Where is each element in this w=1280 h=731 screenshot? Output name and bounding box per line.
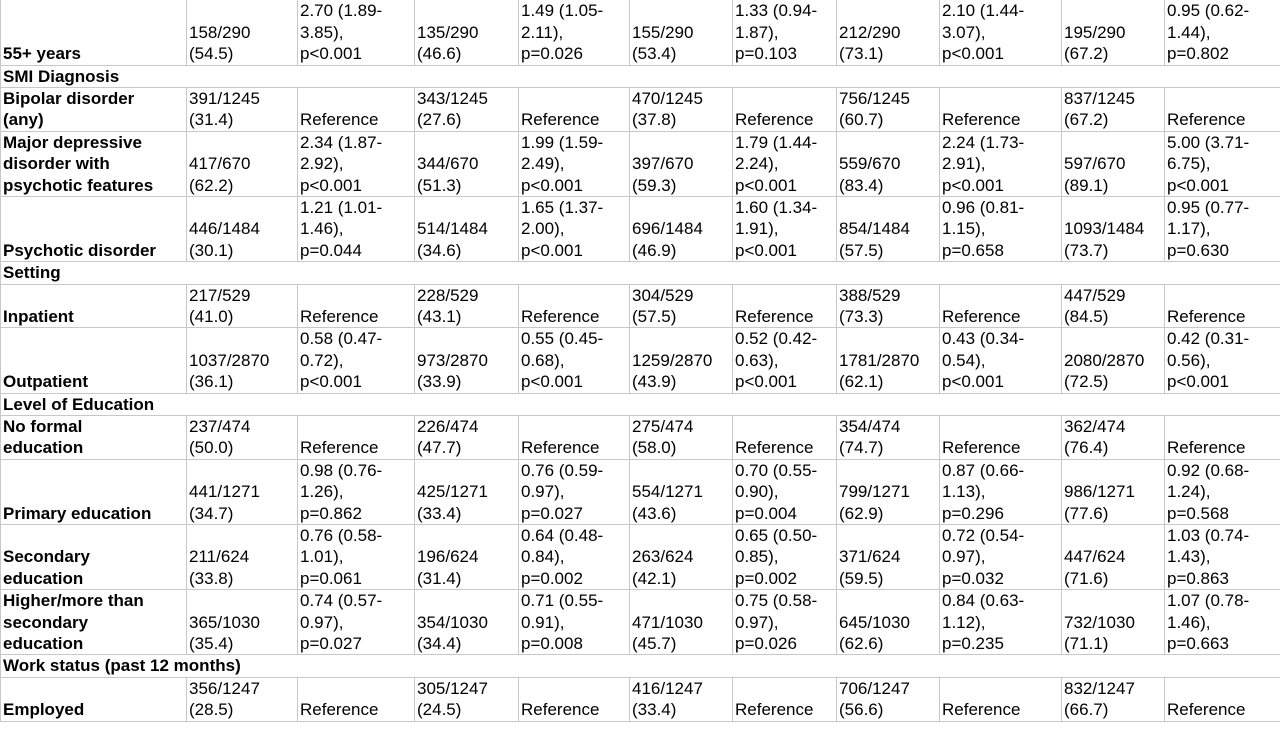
odds-ratio-cell: 0.76 (0.58- 1.01), p=0.061 bbox=[298, 525, 415, 590]
odds-ratio-cell: 0.70 (0.55- 0.90), p=0.004 bbox=[733, 459, 837, 524]
odds-ratio-cell: 0.75 (0.58- 0.97), p=0.026 bbox=[733, 590, 837, 655]
odds-ratio-cell: 1.49 (1.05- 2.11), p=0.026 bbox=[519, 0, 630, 65]
count-percent-cell: 756/1245 (60.7) bbox=[837, 87, 940, 131]
odds-ratio-cell: 0.74 (0.57- 0.97), p=0.027 bbox=[298, 590, 415, 655]
odds-ratio-cell: Reference bbox=[940, 87, 1062, 131]
odds-ratio-cell: 0.64 (0.48- 0.84), p=0.002 bbox=[519, 525, 630, 590]
count-percent-cell: 391/1245 (31.4) bbox=[187, 87, 298, 131]
odds-ratio-cell: Reference bbox=[733, 284, 837, 328]
table-row bbox=[1, 328, 1280, 393]
odds-ratio-cell: 0.98 (0.76- 1.26), p=0.862 bbox=[298, 459, 415, 524]
odds-ratio-cell: 0.42 (0.31- 0.56), p<0.001 bbox=[1165, 328, 1280, 393]
odds-ratio-cell: 1.21 (1.01- 1.46), p=0.044 bbox=[298, 196, 415, 261]
count-percent-cell: 354/1030 (34.4) bbox=[415, 590, 519, 655]
odds-ratio-cell: 0.55 (0.45- 0.68), p<0.001 bbox=[519, 328, 630, 393]
table-row bbox=[1, 87, 1280, 131]
count-percent-cell: 228/529 (43.1) bbox=[415, 284, 519, 328]
odds-ratio-cell: Reference bbox=[1165, 677, 1280, 721]
count-percent-cell: 732/1030 (71.1) bbox=[1062, 590, 1165, 655]
count-percent-cell: 447/624 (71.6) bbox=[1062, 525, 1165, 590]
count-percent-cell: 446/1484 (30.1) bbox=[187, 196, 298, 261]
row-label: Higher/more than secondary education bbox=[1, 590, 187, 655]
row-label: Outpatient bbox=[1, 328, 187, 393]
odds-ratio-cell: 2.10 (1.44- 3.07), p<0.001 bbox=[940, 0, 1062, 65]
odds-ratio-cell: Reference bbox=[519, 284, 630, 328]
odds-ratio-cell: 0.71 (0.55- 0.91), p=0.008 bbox=[519, 590, 630, 655]
count-percent-cell: 425/1271 (33.4) bbox=[415, 459, 519, 524]
section-title: Setting bbox=[1, 262, 1280, 284]
table-row bbox=[1, 416, 1280, 460]
odds-ratio-cell: Reference bbox=[1165, 284, 1280, 328]
row-label: Inpatient bbox=[1, 284, 187, 328]
count-percent-cell: 196/624 (31.4) bbox=[415, 525, 519, 590]
count-percent-cell: 212/290 (73.1) bbox=[837, 0, 940, 65]
odds-ratio-cell: 0.92 (0.68- 1.24), p=0.568 bbox=[1165, 459, 1280, 524]
odds-ratio-cell: 0.43 (0.34- 0.54), p<0.001 bbox=[940, 328, 1062, 393]
count-percent-cell: 696/1484 (46.9) bbox=[630, 196, 733, 261]
count-percent-cell: 211/624 (33.8) bbox=[187, 525, 298, 590]
count-percent-cell: 356/1247 (28.5) bbox=[187, 677, 298, 721]
odds-ratio-cell: 2.24 (1.73- 2.91), p<0.001 bbox=[940, 131, 1062, 196]
count-percent-cell: 854/1484 (57.5) bbox=[837, 196, 940, 261]
odds-ratio-cell: 0.76 (0.59- 0.97), p=0.027 bbox=[519, 459, 630, 524]
odds-ratio-cell: 1.65 (1.37- 2.00), p<0.001 bbox=[519, 196, 630, 261]
row-label: Psychotic disorder bbox=[1, 196, 187, 261]
count-percent-cell: 388/529 (73.3) bbox=[837, 284, 940, 328]
count-percent-cell: 1037/2870 (36.1) bbox=[187, 328, 298, 393]
count-percent-cell: 1093/1484 (73.7) bbox=[1062, 196, 1165, 261]
count-percent-cell: 343/1245 (27.6) bbox=[415, 87, 519, 131]
odds-ratio-cell: Reference bbox=[519, 677, 630, 721]
row-label: Employed bbox=[1, 677, 187, 721]
section-header-row bbox=[1, 393, 1280, 415]
section-header-row bbox=[1, 262, 1280, 284]
odds-ratio-cell: Reference bbox=[519, 87, 630, 131]
odds-ratio-cell: Reference bbox=[298, 284, 415, 328]
odds-ratio-cell: 1.79 (1.44- 2.24), p<0.001 bbox=[733, 131, 837, 196]
count-percent-cell: 371/624 (59.5) bbox=[837, 525, 940, 590]
row-label: Bipolar disorder (any) bbox=[1, 87, 187, 131]
odds-ratio-cell: Reference bbox=[940, 677, 1062, 721]
odds-ratio-cell: 1.99 (1.59- 2.49), p<0.001 bbox=[519, 131, 630, 196]
table-row bbox=[1, 590, 1280, 655]
odds-ratio-cell: Reference bbox=[733, 87, 837, 131]
count-percent-cell: 195/290 (67.2) bbox=[1062, 0, 1165, 65]
count-percent-cell: 799/1271 (62.9) bbox=[837, 459, 940, 524]
table-row bbox=[1, 525, 1280, 590]
section-title: Level of Education bbox=[1, 393, 1280, 415]
section-title: SMI Diagnosis bbox=[1, 65, 1280, 87]
count-percent-cell: 155/290 (53.4) bbox=[630, 0, 733, 65]
odds-ratio-cell: 0.87 (0.66- 1.13), p=0.296 bbox=[940, 459, 1062, 524]
count-percent-cell: 597/670 (89.1) bbox=[1062, 131, 1165, 196]
count-percent-cell: 470/1245 (37.8) bbox=[630, 87, 733, 131]
odds-ratio-cell: 1.07 (0.78- 1.46), p=0.663 bbox=[1165, 590, 1280, 655]
count-percent-cell: 354/474 (74.7) bbox=[837, 416, 940, 460]
row-label: Primary education bbox=[1, 459, 187, 524]
odds-ratio-cell: 0.58 (0.47- 0.72), p<0.001 bbox=[298, 328, 415, 393]
table-row bbox=[1, 459, 1280, 524]
odds-ratio-cell: Reference bbox=[1165, 416, 1280, 460]
section-header-row bbox=[1, 65, 1280, 87]
odds-ratio-cell: 0.95 (0.62- 1.44), p=0.802 bbox=[1165, 0, 1280, 65]
odds-ratio-cell: 1.33 (0.94- 1.87), p=0.103 bbox=[733, 0, 837, 65]
odds-ratio-cell: Reference bbox=[298, 416, 415, 460]
count-percent-cell: 832/1247 (66.7) bbox=[1062, 677, 1165, 721]
odds-ratio-cell: 0.96 (0.81- 1.15), p=0.658 bbox=[940, 196, 1062, 261]
row-label: Secondary education bbox=[1, 525, 187, 590]
count-percent-cell: 559/670 (83.4) bbox=[837, 131, 940, 196]
odds-ratio-cell: Reference bbox=[1165, 87, 1280, 131]
count-percent-cell: 226/474 (47.7) bbox=[415, 416, 519, 460]
odds-ratio-cell: 0.84 (0.63- 1.12), p=0.235 bbox=[940, 590, 1062, 655]
count-percent-cell: 237/474 (50.0) bbox=[187, 416, 298, 460]
row-label: Major depressive disorder with psychotic features bbox=[1, 131, 187, 196]
odds-ratio-cell: 5.00 (3.71- 6.75), p<0.001 bbox=[1165, 131, 1280, 196]
count-percent-cell: 417/670 (62.2) bbox=[187, 131, 298, 196]
count-percent-cell: 365/1030 (35.4) bbox=[187, 590, 298, 655]
count-percent-cell: 2080/2870 (72.5) bbox=[1062, 328, 1165, 393]
odds-ratio-cell: Reference bbox=[519, 416, 630, 460]
count-percent-cell: 706/1247 (56.6) bbox=[837, 677, 940, 721]
odds-ratio-cell: Reference bbox=[298, 677, 415, 721]
odds-ratio-cell: 2.34 (1.87- 2.92), p<0.001 bbox=[298, 131, 415, 196]
count-percent-cell: 514/1484 (34.6) bbox=[415, 196, 519, 261]
count-percent-cell: 986/1271 (77.6) bbox=[1062, 459, 1165, 524]
count-percent-cell: 837/1245 (67.2) bbox=[1062, 87, 1165, 131]
odds-ratio-cell: Reference bbox=[298, 87, 415, 131]
count-percent-cell: 554/1271 (43.6) bbox=[630, 459, 733, 524]
count-percent-cell: 1259/2870 (43.9) bbox=[630, 328, 733, 393]
count-percent-cell: 305/1247 (24.5) bbox=[415, 677, 519, 721]
odds-ratio-cell: Reference bbox=[733, 416, 837, 460]
count-percent-cell: 135/290 (46.6) bbox=[415, 0, 519, 65]
count-percent-cell: 973/2870 (33.9) bbox=[415, 328, 519, 393]
count-percent-cell: 471/1030 (45.7) bbox=[630, 590, 733, 655]
count-percent-cell: 397/670 (59.3) bbox=[630, 131, 733, 196]
count-percent-cell: 645/1030 (62.6) bbox=[837, 590, 940, 655]
odds-ratio-cell: 0.72 (0.54- 0.97), p=0.032 bbox=[940, 525, 1062, 590]
count-percent-cell: 263/624 (42.1) bbox=[630, 525, 733, 590]
count-percent-cell: 344/670 (51.3) bbox=[415, 131, 519, 196]
count-percent-cell: 447/529 (84.5) bbox=[1062, 284, 1165, 328]
row-label: 55+ years bbox=[1, 0, 187, 65]
table-row bbox=[1, 131, 1280, 196]
odds-ratio-cell: 0.95 (0.77- 1.17), p=0.630 bbox=[1165, 196, 1280, 261]
odds-ratio-cell: 2.70 (1.89- 3.85), p<0.001 bbox=[298, 0, 415, 65]
row-label: No formal education bbox=[1, 416, 187, 460]
count-percent-cell: 275/474 (58.0) bbox=[630, 416, 733, 460]
section-header-row bbox=[1, 655, 1280, 677]
count-percent-cell: 304/529 (57.5) bbox=[630, 284, 733, 328]
table-row bbox=[1, 677, 1280, 721]
odds-ratio-cell: 1.03 (0.74- 1.43), p=0.863 bbox=[1165, 525, 1280, 590]
section-title: Work status (past 12 months) bbox=[1, 655, 1280, 677]
count-percent-cell: 416/1247 (33.4) bbox=[630, 677, 733, 721]
table-row bbox=[1, 0, 1280, 65]
odds-ratio-cell: Reference bbox=[940, 284, 1062, 328]
odds-ratio-cell: Reference bbox=[940, 416, 1062, 460]
count-percent-cell: 158/290 (54.5) bbox=[187, 0, 298, 65]
count-percent-cell: 441/1271 (34.7) bbox=[187, 459, 298, 524]
count-percent-cell: 1781/2870 (62.1) bbox=[837, 328, 940, 393]
odds-ratio-cell: 1.60 (1.34- 1.91), p<0.001 bbox=[733, 196, 837, 261]
count-percent-cell: 362/474 (76.4) bbox=[1062, 416, 1165, 460]
count-percent-cell: 217/529 (41.0) bbox=[187, 284, 298, 328]
odds-ratio-cell: 0.52 (0.42- 0.63), p<0.001 bbox=[733, 328, 837, 393]
odds-ratio-cell: Reference bbox=[733, 677, 837, 721]
table-row bbox=[1, 284, 1280, 328]
table-row bbox=[1, 196, 1280, 261]
odds-ratio-cell: 0.65 (0.50- 0.85), p=0.002 bbox=[733, 525, 837, 590]
